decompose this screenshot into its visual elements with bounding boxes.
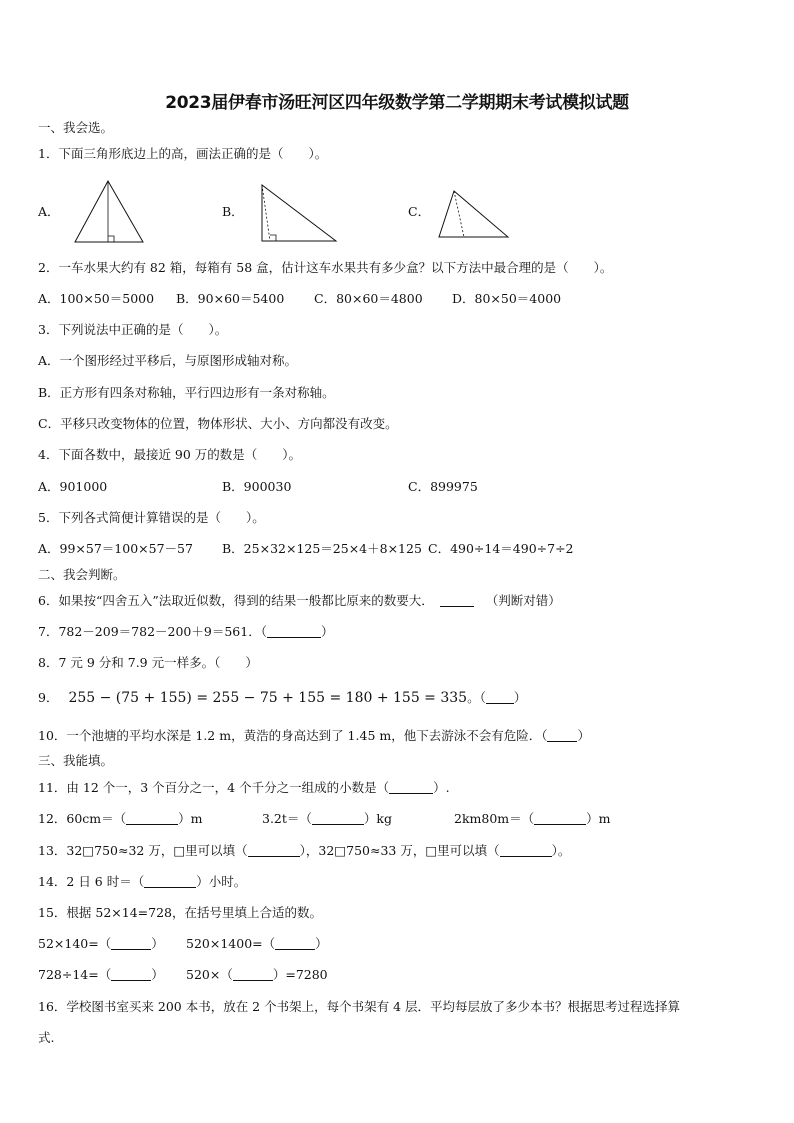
q15-r1b-prefix: 520×1400=（	[186, 936, 276, 951]
q6-text: 6．如果按“四舍五入”法取近似数，得到的结果一般都比原来的数要大．	[38, 593, 434, 608]
q3-option-a: A．一个图形经过平移后，与原图形成轴对称。	[38, 353, 298, 368]
q13-blank-2[interactable]	[500, 844, 552, 857]
q9-end: ）	[513, 690, 527, 705]
q15-row-2-b	[186, 967, 328, 983]
question-14	[38, 874, 246, 890]
q1-triangle-b	[258, 182, 340, 244]
question-11	[38, 780, 450, 796]
q9-expression: 255 − (75 + 155) = 255 − 75 + 155 = 180 + 155 = 335	[68, 690, 468, 706]
question-12-part-c	[454, 811, 611, 827]
q14-blank[interactable]	[144, 875, 196, 888]
question-16-line-2: 式.	[38, 1030, 55, 1045]
q5-option-c: C．490÷14＝490÷7÷2	[428, 541, 574, 556]
q1-option-c-label: C．	[408, 204, 431, 219]
section-2-heading: 二、我会判断。	[38, 567, 126, 582]
q10-answer-blank[interactable]	[547, 729, 577, 742]
q15-r2b-blank[interactable]	[233, 968, 273, 981]
q13-blank-1[interactable]	[248, 844, 300, 857]
q11-end: ）.	[433, 780, 450, 795]
q12-b-prefix: 3.2t＝（	[262, 811, 312, 826]
q15-r2b-suffix: ）=7280	[272, 967, 328, 982]
q7-text: 7．782－209＝782－200＋9＝561．（	[38, 624, 267, 639]
q2-option-b: B．90×60＝5400	[176, 291, 285, 306]
q9-number: 9．	[38, 690, 59, 705]
q1-option-a-label: A．	[38, 204, 60, 219]
q13-part-2: ），32□750≈33 万，□里可以填（	[299, 843, 500, 858]
q3-option-b: B．正方形有四条对称轴，平行四边形有一条对称轴。	[38, 385, 335, 400]
q15-r2a-prefix: 728÷14=（	[38, 967, 112, 982]
q12-c-prefix: 2km80m＝（	[454, 811, 535, 826]
question-12-part-a	[38, 811, 203, 827]
q12-a-blank[interactable]	[126, 812, 178, 825]
q15-r1b-blank[interactable]	[275, 937, 315, 950]
question-1: 1．下面三角形底边上的高，画法正确的是（ ）。	[38, 146, 328, 161]
q6-tail: （判断对错）	[485, 593, 561, 608]
q7-answer-blank[interactable]	[267, 625, 321, 638]
q15-row-1-b	[186, 936, 328, 952]
q2-option-a: A．100×50＝5000	[38, 291, 155, 306]
q15-r1b-suffix: ）	[315, 936, 328, 951]
q15-r1a-prefix: 52×140=（	[38, 936, 112, 951]
q15-r1a-blank[interactable]	[111, 937, 151, 950]
q14-prefix: 14．2 日 6 时＝（	[38, 874, 145, 889]
question-3: 3．下列说法中正确的是（ ）。	[38, 322, 228, 337]
question-13	[38, 843, 570, 859]
q4-option-c: C．899975	[408, 479, 478, 494]
q14-suffix: ）小时。	[196, 874, 247, 889]
q2-option-c: C．80×60＝4800	[314, 291, 423, 306]
q12-a-suffix: ）m	[178, 811, 203, 826]
q12-a-prefix: 12．60cm＝（	[38, 811, 127, 826]
q13-part-3: ）。	[551, 843, 571, 858]
q15-r1a-suffix: ）	[151, 936, 164, 951]
q10-text: 10．一个池塘的平均水深是 1.2 m，黄浩的身高达到了 1.45 m，他下去游泳不会有危险．（	[38, 728, 548, 743]
q5-option-a: A．99×57＝100×57－57	[38, 541, 193, 556]
q9-answer-blank[interactable]	[486, 691, 514, 704]
q1-triangle-c	[436, 188, 512, 240]
q15-row-2-a	[38, 967, 164, 983]
q12-b-blank[interactable]	[312, 812, 364, 825]
question-5: 5．下列各式简便计算错误的是（ ）。	[38, 510, 265, 525]
q1-triangle-a	[72, 178, 146, 246]
q13-part-1: 13．32□750≈32 万，□里可以填（	[38, 843, 248, 858]
q4-option-a: A．901000	[38, 479, 108, 494]
question-12-part-b	[262, 811, 392, 827]
question-10	[38, 728, 590, 744]
q12-b-suffix: ）kg	[363, 811, 392, 826]
q15-row-1-a	[38, 936, 164, 952]
section-3-heading: 三、我能填。	[38, 753, 114, 768]
question-2: 2．一车水果大约有 82 箱，每箱有 58 盒，估计这车水果共有多少盒？以下方法中最合理的是（ ）。	[38, 260, 613, 275]
question-6	[38, 593, 561, 609]
q5-option-b: B．25×32×125＝25×4＋8×125	[222, 541, 422, 556]
question-7	[38, 624, 333, 640]
question-9	[38, 690, 526, 706]
question-4: 4．下面各数中，最接近 90 万的数是（ ）。	[38, 447, 302, 462]
q12-c-suffix: ）m	[586, 811, 611, 826]
q7-tail: ）	[320, 624, 334, 639]
section-1-heading: 一、我会选。	[38, 120, 114, 135]
q11-answer-blank[interactable]	[389, 781, 433, 794]
q15-r2a-suffix: ）	[151, 967, 164, 982]
q4-option-b: B．900030	[222, 479, 292, 494]
question-15: 15．根据 52×14=728，在括号里填上合适的数。	[38, 905, 322, 920]
q1-option-b-label: B．	[222, 204, 244, 219]
q15-r2b-prefix: 520×（	[186, 967, 233, 982]
q2-option-d: D．80×50＝4000	[452, 291, 562, 306]
q6-answer-blank[interactable]	[440, 594, 474, 607]
q15-r2a-blank[interactable]	[111, 968, 151, 981]
question-8: 8．7 元 9 分和 7.9 元一样多。（ ）	[38, 655, 258, 670]
page-title: 2023届伊春市汤旺河区四年级数学第二学期期末考试模拟试题	[165, 93, 629, 113]
q3-option-c: C．平移只改变物体的位置，物体形状、大小、方向都没有改变。	[38, 416, 398, 431]
q12-c-blank[interactable]	[534, 812, 586, 825]
question-16-line-1: 16．学校图书室买来 200 本书，放在 2 个书架上，每个书架有 4 层．平均每层放了多少本书？根据思考过程选择算	[38, 999, 681, 1014]
q11-text: 11．由 12 个一，3 个百分之一，4 个千分之一组成的小数是（	[38, 780, 390, 795]
q9-tail: 。（	[467, 690, 486, 705]
q10-end: ）	[577, 728, 590, 743]
